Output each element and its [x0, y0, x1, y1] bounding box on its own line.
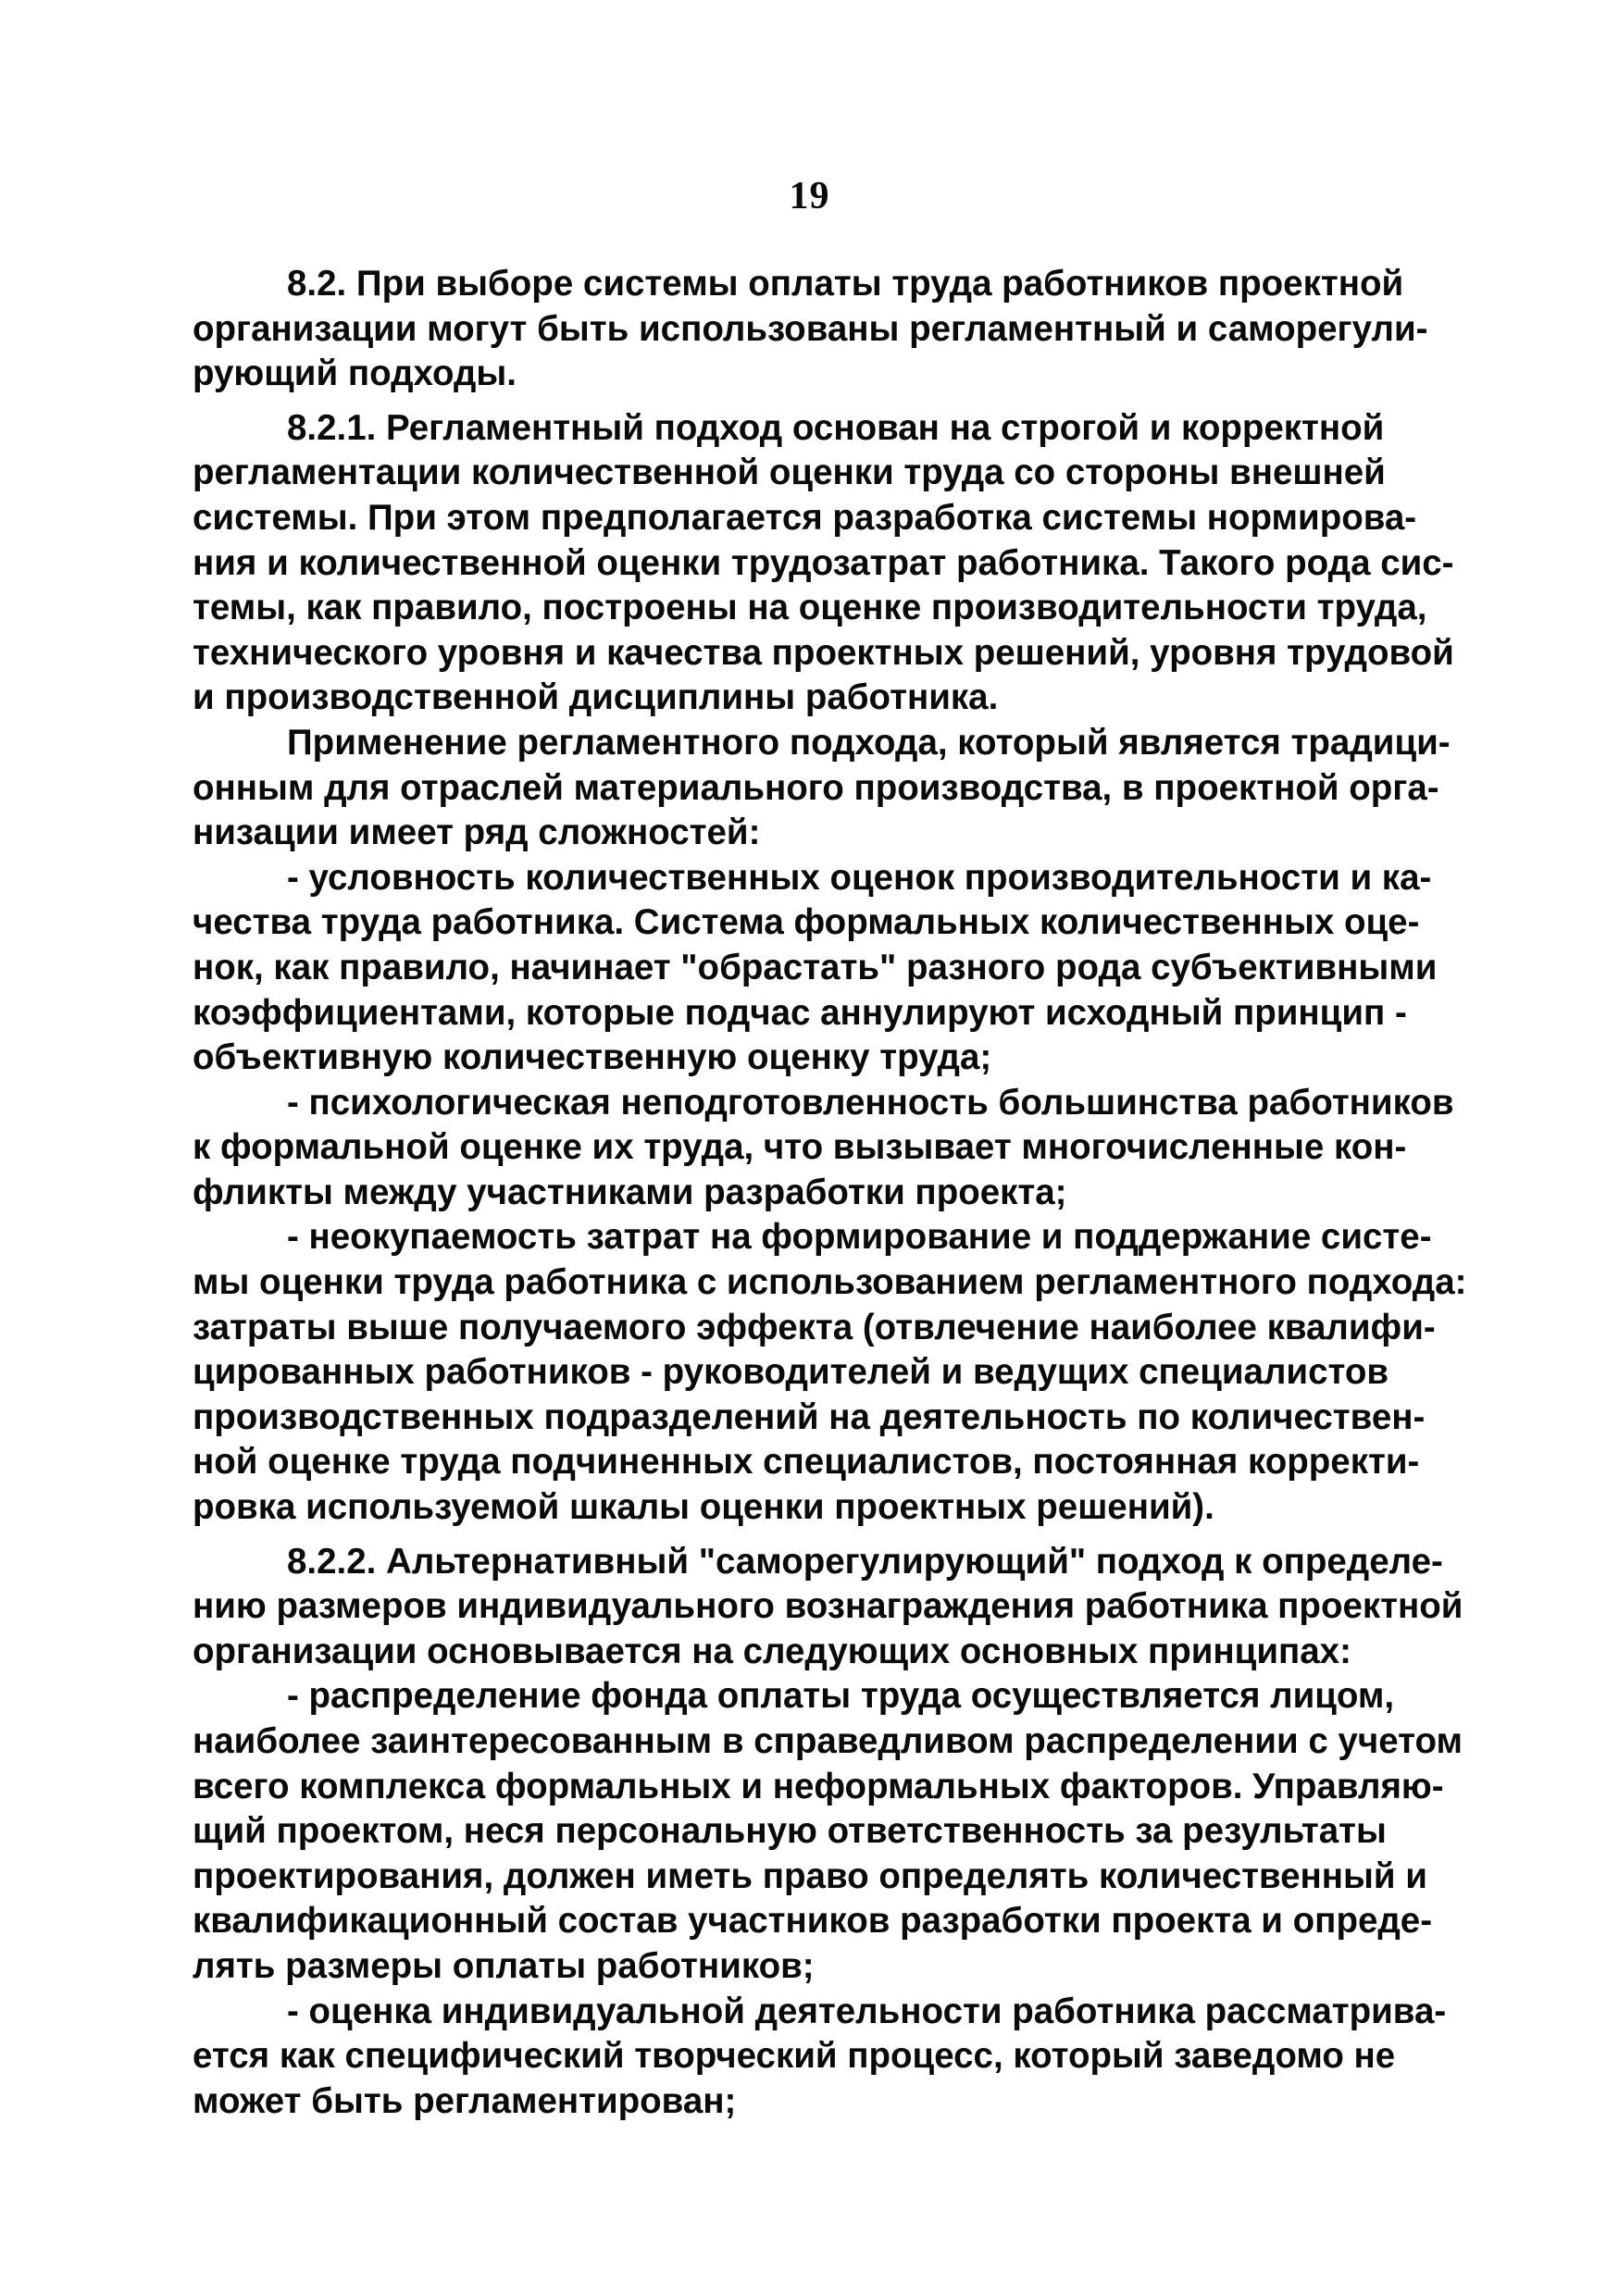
text-line: нок, как правило, начинает "обрастать" разного рода субъективными — [193, 947, 1438, 987]
text-line: технического уровня и качества проектных решений, уровня трудовой — [193, 632, 1454, 673]
text-line: фликты между участниками разработки проекта; — [193, 1172, 1067, 1212]
text-line: и производственной дисциплины работника. — [193, 677, 999, 718]
list-item-individual-assessment — [193, 1990, 1447, 2125]
body-text — [193, 262, 1467, 2124]
list-item-fund-distribution — [193, 1674, 1463, 1989]
text-line: может быть регламентирован; — [193, 2080, 737, 2121]
paragraph-8-2-1 — [193, 406, 1454, 721]
text-line: ния и количественной оценки трудозатрат работника. Такого рода сис- — [193, 542, 1454, 583]
text-line: - распределение фонда оплаты труда осуществляется лицом, — [287, 1676, 1395, 1717]
text-line: ровка используемой шкалы оценки проектных решений). — [193, 1487, 1214, 1528]
text-line: лять размеры оплаты работников; — [193, 1945, 815, 1986]
text-line: онным для отраслей материального производства, в проектной орга- — [193, 767, 1439, 808]
text-line: - условность количественных оценок производительности и ка- — [287, 857, 1432, 898]
text-line: всего комплекса формальных и неформальных факторов. Управляю- — [193, 1766, 1444, 1806]
text-line: низации имеет ряд сложностей: — [193, 813, 761, 853]
text-line: 8.2. При выборе системы оплаты труда работников проектной — [287, 264, 1404, 304]
text-line: 8.2.1. Регламентный подход основан на строгой и корректной — [287, 407, 1385, 448]
page-number: 19 — [789, 175, 830, 217]
list-item-psychological — [193, 1081, 1454, 1216]
text-line: затраты выше получаемого эффекта (отвлечение наиболее квалифи- — [193, 1307, 1436, 1347]
text-line: квалификационный состав участников разработки проекта и опреде- — [193, 1901, 1433, 1942]
text-line: нию размеров индивидуального вознаграждения работника проектной — [193, 1586, 1463, 1627]
list-item-costs — [193, 1215, 1467, 1530]
text-line: проектирования, должен иметь право определять количественный и — [193, 1855, 1427, 1896]
text-line: к формальной оценке их труда, что вызывает многочисленные кон- — [193, 1127, 1407, 1168]
text-line: темы, как правило, построены на оценке производительности труда, — [193, 588, 1427, 628]
text-line: организации могут быть использованы регламентный и саморегули- — [193, 308, 1428, 349]
text-line: коэффициентами, которые подчас аннулируют исходный принцип - — [193, 992, 1407, 1033]
text-line: ется как специфический творческий процесс, который заведомо не — [193, 2036, 1396, 2077]
paragraph-8-2 — [193, 262, 1433, 397]
text-line: ной оценке труда подчиненных специалистов, постоянная корректи- — [193, 1442, 1420, 1483]
text-line: Применение регламентного подхода, который является традици- — [287, 722, 1451, 763]
paragraph-gap — [193, 1531, 1433, 1540]
text-line: производственных подразделений на деятельность по количествен- — [193, 1396, 1426, 1437]
text-line: наиболее заинтересованным в справедливом распределении с учетом — [193, 1721, 1463, 1761]
text-line: щий проектом, неся персональную ответственность за результаты — [193, 1811, 1387, 1852]
paragraph-application — [193, 721, 1451, 856]
text-line: - оценка индивидуальной деятельности работника рассматрива- — [287, 1991, 1447, 2031]
text-line: цированных работников - руководителей и ведущих специалистов — [193, 1352, 1389, 1393]
text-line: - психологическая неподготовленность большинства работников — [287, 1082, 1454, 1123]
text-line: 8.2.2. Альтернативный "саморегулирующий" подход к определе- — [287, 1541, 1443, 1582]
text-line: системы. При этом предполагается разработка системы нормирова- — [193, 497, 1417, 538]
text-line: регламентации количественной оценки труда со стороны внешней — [193, 453, 1386, 493]
text-line: рующий подходы. — [193, 354, 517, 394]
text-line: организации основывается на следующих основных принципах: — [193, 1631, 1351, 1671]
text-line: чества труда работника. Система формальных количественных оце- — [193, 902, 1420, 943]
text-line: объективную количественную оценку труда; — [193, 1037, 992, 1078]
text-line: - неокупаемость затрат на формирование и поддержание систе- — [287, 1217, 1432, 1258]
paragraph-8-2-2 — [193, 1540, 1463, 1675]
text-line: мы оценки труда работника с использованием регламентного подхода: — [193, 1262, 1467, 1303]
paragraph-gap — [193, 397, 1433, 406]
list-item-conditionality — [193, 856, 1438, 1081]
